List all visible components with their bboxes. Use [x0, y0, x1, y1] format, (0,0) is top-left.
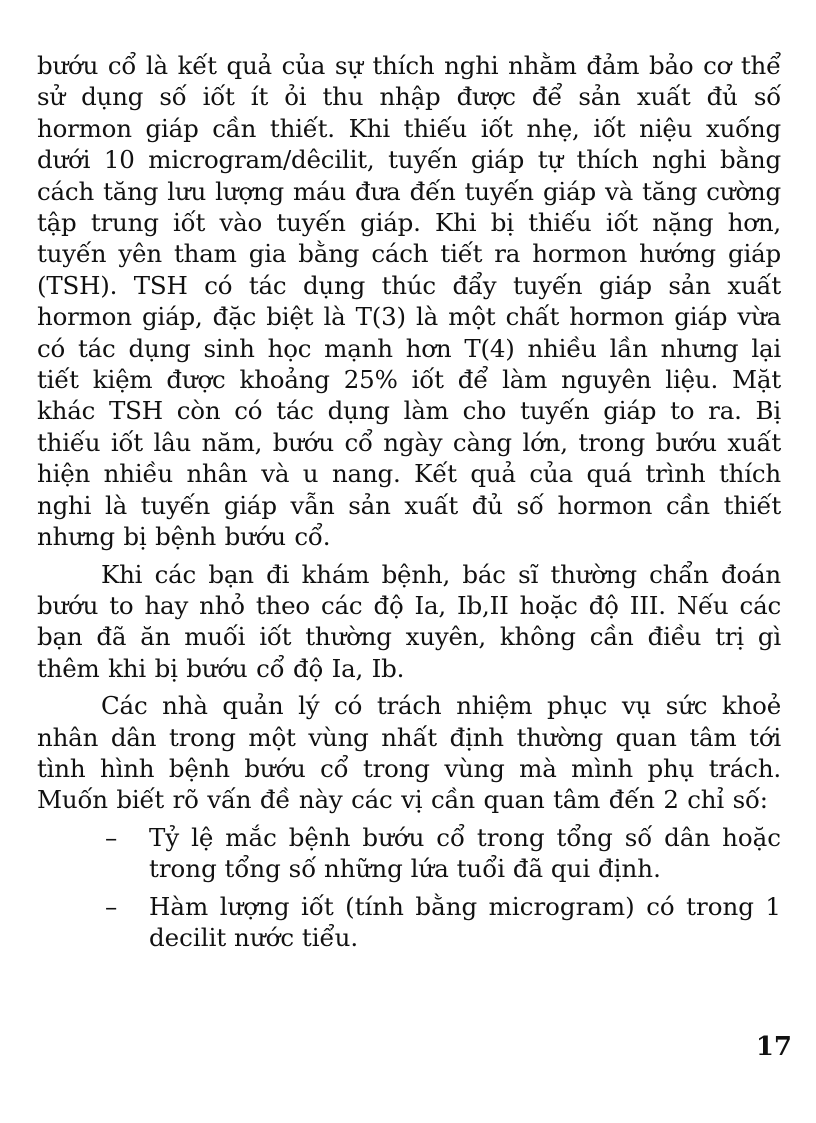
paragraph-3: Các nhà quản lý có trách nhiệm phục vụ sức khoẻ nhân dân trong một vùng nhất định thường quan tâm tới tình hình bệnh bướu cổ trong vùng mà mình phụ trách. Muốn biết rõ vấn đề này các vị cần quan tâm đến 2 chỉ số: [37, 691, 781, 815]
dash-bullet: – [105, 822, 118, 852]
list-item-text: Hàm lượng iốt (tính bằng microgram) có trong 1 decilit nước tiểu. [149, 891, 781, 952]
dash-bullet: – [105, 891, 118, 921]
paragraph-2: Khi các bạn đi khám bệnh, bác sĩ thường chẩn đoán bướu to hay nhỏ theo các độ Ia, Ib,II hoặc độ III. Nếu các bạn đã ăn muối iốt thường xuyên, không cần điều trị gì thêm khi bị bướu cổ độ Ia, Ib. [37, 559, 781, 683]
indicator-list [37, 822, 781, 954]
page-body [37, 50, 781, 959]
list-item [37, 822, 781, 885]
list-item [37, 891, 781, 954]
paragraph-1: bướu cổ là kết quả của sự thích nghi nhằm đảm bảo cơ thể sử dụng số iốt ít ỏi thu nhập được để sản xuất đủ số hormon giáp cần thiết. Khi thiếu iốt nhẹ, iốt niệu xuống dưới 10 microgram/dêcilit, tuyến giáp tự thích nghi bằng cách tăng lưu lượng máu đưa đến tuyến giáp và tăng cường tập trung iốt vào tuyến giáp. Khi bị thiếu iốt nặng hơn, tuyến yên tham gia bằng cách tiết ra hormon hướng giáp (TSH). TSH có tác dụng thúc đẩy tuyến giáp sản xuất hormon giáp, đặc biệt là T(3) là một chất hormon giáp vừa có tác dụng sinh học mạnh hơn T(4) nhiều lần nhưng lại tiết kiệm được khoảng 25% iốt để làm nguyên liệu. Mặt khác TSH còn có tác dụng làm cho tuyến giáp to ra. Bị thiếu iốt lâu năm, bướu cổ ngày càng lớn, trong bướu xuất hiện nhiều nhân và u nang. Kết quả của quá trình thích nghi là tuyến giáp vẫn sản xuất đủ số hormon cần thiết nhưng bị bệnh bướu cổ. [37, 51, 781, 552]
list-item-text: Tỷ lệ mắc bệnh bướu cổ trong tổng số dân hoặc trong tổng số những lứa tuổi đã qui định. [149, 822, 781, 884]
page-number: 17 [755, 1032, 792, 1062]
